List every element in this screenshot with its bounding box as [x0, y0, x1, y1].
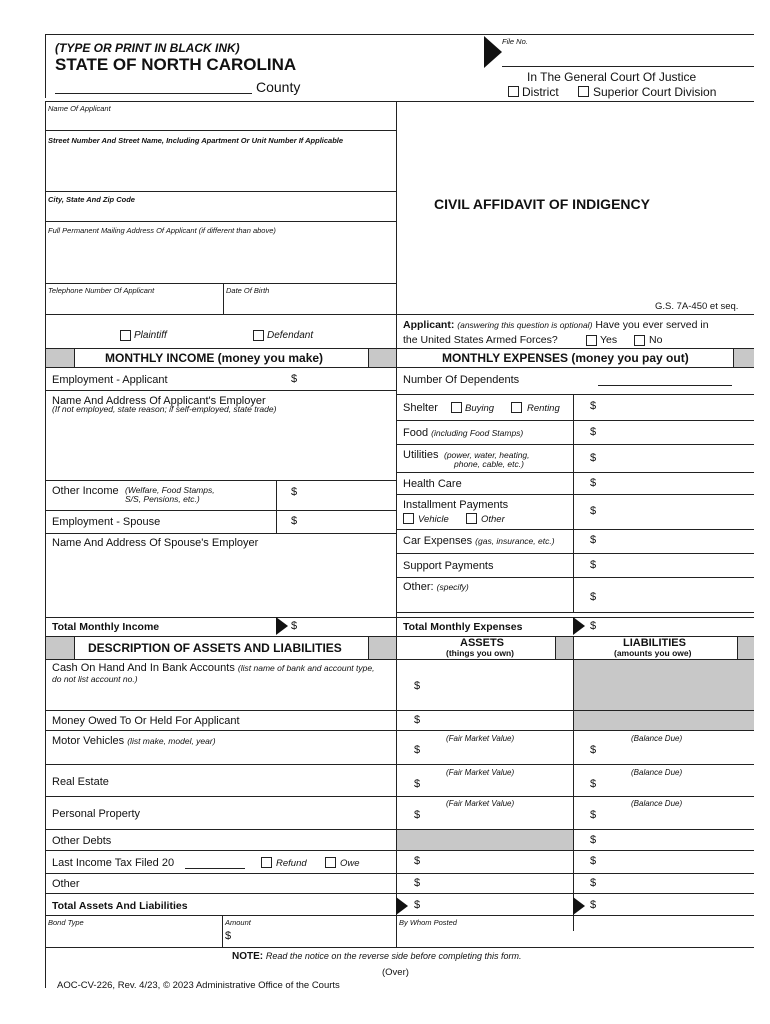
mailing-label: Full Permanent Mailing Address Of Applicant (if different than above)	[48, 226, 276, 235]
armed-question	[403, 319, 709, 331]
armed-q2: the United States Armed Forces?	[403, 334, 558, 346]
real-estate-liability-dollar: $	[590, 778, 597, 790]
superior-checkbox[interactable]	[578, 86, 589, 97]
assets-column-header: ASSETS	[460, 637, 505, 649]
ink-instruction: (TYPE OR PRINT IN BLACK INK)	[55, 41, 240, 55]
health-dollar: $	[590, 477, 597, 489]
county-label: County	[256, 79, 301, 95]
other-assets-label: Other	[52, 878, 80, 890]
shelter-dollar: $	[590, 400, 597, 412]
other-expense-dollar: $	[590, 591, 597, 603]
money-owed-label: Money Owed To Or Held For Applicant	[52, 715, 240, 727]
car-text: Car Expenses	[403, 535, 473, 547]
phone-label: Telephone Number Of Applicant	[48, 286, 155, 295]
armed-q1: Have you ever served in	[595, 319, 709, 331]
bond-type-label: Bond Type	[48, 918, 84, 927]
motor-label	[52, 735, 216, 747]
installment-label: Installment Payments	[403, 499, 509, 511]
real-estate-asset-dollar: $	[414, 778, 421, 790]
cash-note2: do not list account no.)	[52, 674, 138, 684]
liabilities-column-sub: (amounts you owe)	[614, 648, 692, 658]
food-label	[403, 427, 523, 439]
refund-checkbox[interactable]	[261, 857, 272, 868]
real-estate-fmv-label: (Fair Market Value)	[446, 768, 515, 777]
buying-label: Buying	[465, 403, 495, 414]
other-debts-dollar: $	[590, 834, 597, 846]
dependents-label: Number Of Dependents	[403, 374, 520, 386]
statute-label: G.S. 7A-450 et seq.	[655, 301, 739, 312]
food-dollar: $	[590, 426, 597, 438]
total-income-arrow-icon	[276, 617, 288, 635]
utilities-label: Utilities	[403, 449, 439, 461]
total-assets-dollar: $	[414, 899, 421, 911]
employment-spouse-dollar: $	[291, 515, 298, 527]
employment-applicant-label: Employment - Applicant	[52, 374, 168, 386]
assets-liabilities-header: DESCRIPTION OF ASSETS AND LIABILITIES	[88, 641, 342, 655]
spouse-employer-label: Name And Address Of Spouse's Employer	[52, 537, 259, 549]
note-label: NOTE:	[232, 951, 264, 962]
state-title: STATE OF NORTH CAROLINA	[55, 55, 297, 74]
court-label: In The General Court Of Justice	[527, 70, 697, 84]
employment-spouse-label: Employment - Spouse	[52, 516, 161, 528]
total-expenses-dollar: $	[590, 620, 597, 632]
support-label: Support Payments	[403, 560, 494, 572]
file-arrow-icon	[484, 36, 502, 68]
other-liability-dollar: $	[590, 877, 597, 889]
armed-yes-label: Yes	[600, 334, 618, 346]
tax-asset-dollar: $	[414, 855, 421, 867]
form-id: AOC-CV-226, Rev. 4/23, © 2023 Administrative Office of the Courts	[57, 980, 340, 991]
personal-liability-dollar: $	[590, 809, 597, 821]
vehicle-checkbox[interactable]	[403, 513, 414, 524]
total-assets-arrow-icon	[396, 897, 408, 915]
personal-fmv-label: (Fair Market Value)	[446, 799, 515, 808]
file-no-label: File No.	[502, 37, 528, 46]
other-asset-dollar: $	[414, 877, 421, 889]
renting-checkbox[interactable]	[511, 402, 522, 413]
utilities-note1: (power, water, heating,	[444, 450, 530, 460]
tax-liability-dollar: $	[590, 855, 597, 867]
other-expense-label	[403, 581, 469, 593]
other-income-note2: S/S, Pensions, etc.)	[125, 494, 200, 504]
renting-label: Renting	[527, 403, 560, 414]
employment-applicant-dollar: $	[291, 373, 298, 385]
motor-note: (list make, model, year)	[127, 736, 216, 746]
personal-balance-label: (Balance Due)	[631, 799, 683, 808]
personal-asset-dollar: $	[414, 809, 421, 821]
car-note: (gas, insurance, etc.)	[475, 536, 555, 546]
street-label: Street Number And Street Name, Including Apartment Or Unit Number If Applicable	[48, 136, 344, 145]
total-income-dollar: $	[291, 620, 298, 632]
cash-label	[52, 662, 374, 674]
utilities-note2: phone, cable, etc.)	[454, 459, 524, 469]
shelter-label: Shelter	[403, 402, 438, 414]
defendant-checkbox[interactable]	[253, 330, 264, 341]
note-text: Read the notice on the reverse side before completing this form.	[265, 951, 522, 961]
superior-label: Superior Court Division	[593, 85, 717, 99]
food-note: (including Food Stamps)	[431, 428, 524, 438]
tax-label: Last Income Tax Filed 20	[52, 857, 175, 869]
bond-amount-label: Amount	[225, 918, 251, 927]
real-estate-balance-label: (Balance Due)	[631, 768, 683, 777]
employer-name-label: Name And Address Of Applicant's Employer	[52, 395, 266, 407]
applicant-name-label: Name Of Applicant	[48, 104, 111, 113]
liabilities-column-header: LIABILITIES	[623, 637, 686, 649]
total-expenses-label: Total Monthly Expenses	[403, 621, 523, 633]
armed-label: Applicant:	[403, 319, 455, 331]
motor-liability-dollar: $	[590, 744, 597, 756]
real-estate-label: Real Estate	[52, 776, 109, 788]
expenses-header: MONTHLY EXPENSES (money you pay out)	[442, 351, 689, 365]
refund-label: Refund	[276, 858, 307, 869]
food-text: Food	[403, 427, 429, 439]
assets-column-sub: (things you own)	[446, 648, 514, 658]
other-expense-text: Other:	[403, 581, 434, 593]
defendant-label: Defendant	[267, 330, 314, 341]
cash-dollar: $	[414, 680, 421, 692]
city-label: City, State And Zip Code	[48, 195, 135, 204]
dob-label: Date Of Birth	[226, 286, 270, 295]
total-assets-label: Total Assets And Liabilities	[52, 900, 188, 912]
car-dollar: $	[590, 534, 597, 546]
motor-fmv-label: (Fair Market Value)	[446, 734, 515, 743]
personal-property-label: Personal Property	[52, 808, 141, 820]
total-liabilities-arrow-icon	[573, 897, 585, 915]
total-liabilities-dollar: $	[590, 899, 597, 911]
form-title: CIVIL AFFIDAVIT OF INDIGENCY	[434, 196, 650, 212]
installment-dollar: $	[590, 505, 597, 517]
other-income-label: Other Income	[52, 485, 119, 497]
other-installment-label: Other	[481, 514, 505, 525]
other-income-dollar: $	[291, 486, 298, 498]
health-label: Health Care	[403, 478, 462, 490]
cash-text: Cash On Hand And In Bank Accounts	[52, 662, 235, 674]
other-expense-note: (specify)	[436, 582, 469, 592]
utilities-dollar: $	[590, 452, 597, 464]
by-whom-label: By Whom Posted	[399, 918, 457, 927]
tax-year-field[interactable]	[185, 868, 245, 869]
over-label: (Over)	[382, 967, 409, 978]
district-label: District	[522, 85, 559, 99]
buying-checkbox[interactable]	[451, 402, 462, 413]
total-income-label: Total Monthly Income	[52, 621, 160, 633]
other-debts-label: Other Debts	[52, 835, 112, 847]
employer-note: (If not employed, state reason; if self-employed, state trade)	[52, 404, 277, 414]
district-checkbox[interactable]	[508, 86, 519, 97]
owe-label: Owe	[340, 858, 360, 869]
motor-text: Motor Vehicles	[52, 735, 125, 747]
total-expenses-arrow-icon	[573, 617, 585, 635]
motor-asset-dollar: $	[414, 744, 421, 756]
motor-balance-label: (Balance Due)	[631, 734, 683, 743]
armed-no-label: No	[649, 334, 663, 346]
income-header: MONTHLY INCOME (money you make)	[105, 351, 324, 365]
money-owed-dollar: $	[414, 714, 421, 726]
county-blank[interactable]	[55, 93, 252, 94]
armed-no-checkbox[interactable]	[634, 335, 645, 346]
vehicle-label: Vehicle	[418, 514, 449, 525]
other-income-note1: (Welfare, Food Stamps,	[125, 485, 215, 495]
support-dollar: $	[590, 559, 597, 571]
armed-yes-checkbox[interactable]	[586, 335, 597, 346]
owe-checkbox[interactable]	[325, 857, 336, 868]
armed-note: (answering this question is optional)	[457, 320, 593, 330]
cash-note1: (list name of bank and account type,	[237, 663, 375, 673]
plaintiff-checkbox[interactable]	[120, 330, 131, 341]
plaintiff-label: Plaintiff	[134, 330, 167, 341]
car-label	[403, 535, 555, 547]
other-installment-checkbox[interactable]	[466, 513, 477, 524]
dependents-field[interactable]	[598, 385, 732, 386]
reverse-note	[232, 951, 522, 962]
file-no-field[interactable]	[502, 66, 754, 67]
bond-amount-dollar: $	[225, 930, 232, 942]
